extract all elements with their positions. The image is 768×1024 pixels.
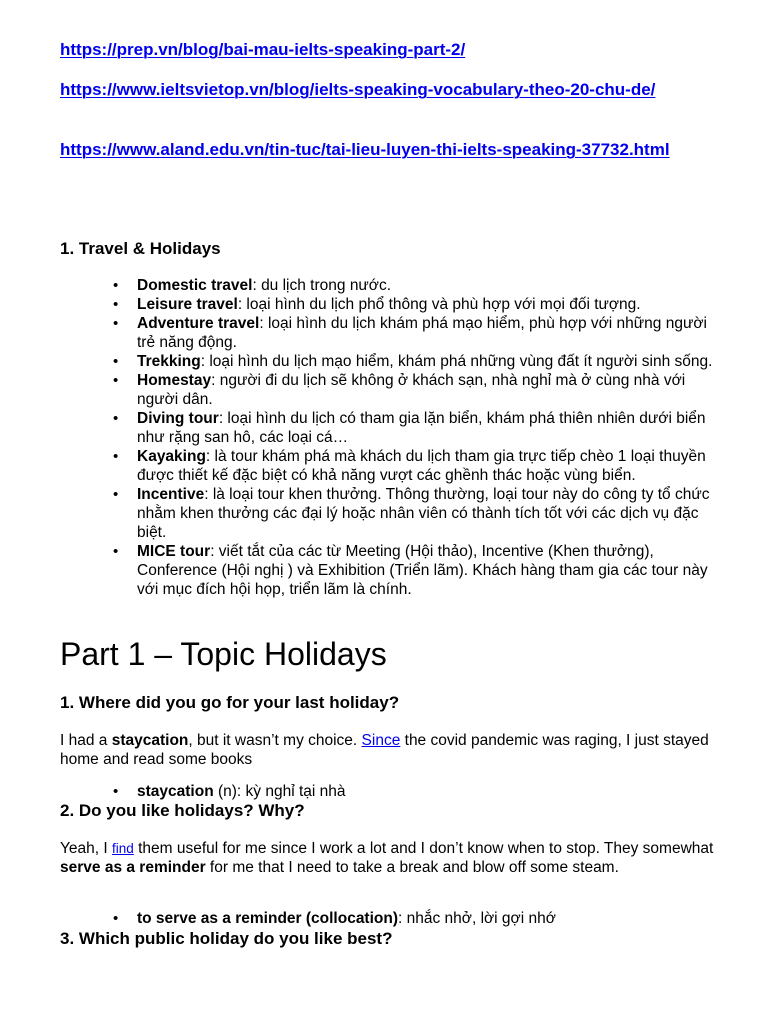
vocab-definition: : viết tắt của các từ Meeting (Hội thảo), Incentive (Khen thưởng), Conference (Hội nghị ) và Exhibition (Triển lãm). Khách hàng tham gia các tour này với mục đích hội họp, triển lãm là chính. [137, 543, 708, 598]
reference-link-aland[interactable]: https://www.aland.edu.vn/tin-tuc/tai-lieu-luyen-thi-ielts-speaking-37732.html [60, 140, 670, 159]
vocab-item [0, 447, 768, 485]
part-title: Part 1 – Topic Holidays [60, 636, 387, 672]
answer-text: the covid pandemic was raging, I just stayed home and read some books [60, 732, 709, 768]
reference-link-ieltsvietop[interactable]: https://www.ieltsvietop.vn/blog/ielts-speaking-vocabulary-theo-20-chu-de/ [60, 80, 656, 99]
vocab-term: Leisure travel [137, 296, 238, 313]
reference-link-prep[interactable]: https://prep.vn/blog/bai-mau-ielts-speaking-part-2/ [60, 40, 466, 59]
answer-paragraph [60, 732, 720, 769]
vocab-item [0, 909, 768, 928]
vocab-definition: : người đi du lịch sẽ không ở khách sạn, nhà nghỉ mà ở cùng nhà với người dân. [137, 372, 686, 408]
vocab-definition: : loại hình du lịch có tham gia lặn biển, khám phá thiên nhiên dưới biển như rặng san hô, các loại cá… [137, 410, 706, 446]
vocab-term: Incentive [137, 486, 205, 503]
vocab-item [0, 276, 768, 295]
question-heading: 3. Which public holiday do you like best? [60, 929, 393, 948]
vocab-section-heading: 1. Travel & Holidays [60, 239, 221, 258]
vocab-definition: : loại hình du lịch mạo hiểm, khám phá những vùng đất ít người sinh sống. [200, 353, 713, 370]
vocab-item [0, 314, 768, 352]
vocab-term: Kayaking [137, 448, 206, 465]
vocab-definition: : nhắc nhở, lời gợi nhớ [398, 910, 556, 927]
vocab-term: Trekking [137, 353, 201, 370]
inline-link-since[interactable]: Since [361, 732, 401, 749]
vocab-term: MICE tour [137, 543, 211, 560]
vocab-item [0, 782, 768, 801]
answer-bold-term: staycation [111, 732, 189, 749]
vocab-term: Homestay [137, 372, 212, 389]
answer-text: , but it wasn’t my choice. [188, 732, 362, 749]
answer-paragraph [60, 840, 720, 877]
question-heading: 2. Do you like holidays? Why? [60, 801, 305, 820]
vocab-term: staycation [137, 783, 214, 800]
vocab-definition: (n): kỳ nghỉ tại nhà [213, 783, 346, 800]
vocab-item [0, 352, 768, 371]
inline-link-find[interactable]: find [112, 841, 134, 856]
vocab-definition: : là tour khám phá mà khách du lịch tham gia trực tiếp chèo 1 loại thuyền được thiết kế đặc biệt có khả năng vượt các ghềnh thác hoặc vùng biển. [137, 448, 706, 484]
vocab-list [0, 276, 768, 599]
answer-text: I had a [60, 732, 112, 749]
vocab-term: Diving tour [137, 410, 219, 427]
vocab-term: Adventure travel [137, 315, 260, 332]
vocab-item [0, 485, 768, 542]
vocab-item [0, 542, 768, 599]
answer-text: them useful for me since I work a lot and I don’t know when to stop. They somewhat [133, 840, 714, 857]
question-heading: 1. Where did you go for your last holiday? [60, 693, 400, 712]
answer-bold-term: serve as a reminder [60, 858, 206, 876]
vocab-item [0, 409, 768, 447]
vocab-definition: : du lịch trong nước. [252, 277, 392, 294]
vocab-definition: : loại hình du lịch phổ thông và phù hợp với mọi đối tượng. [237, 296, 641, 313]
vocab-item [0, 371, 768, 409]
vocab-term: Domestic travel [137, 277, 253, 294]
vocab-item [0, 295, 768, 314]
answer-text: Yeah, I [60, 840, 113, 857]
answer-text: for me that I need to take a break and blow off some steam. [205, 858, 619, 876]
vocab-term: to serve as a reminder (collocation) [137, 910, 399, 927]
vocab-definition: : loại hình du lịch khám phá mạo hiểm, phù hợp với những người trẻ năng động. [137, 315, 707, 351]
vocab-definition: : là loại tour khen thưởng. Thông thường, loại tour này do công ty tổ chức nhằm khen thưởng các đại lý hoặc nhân viên có thành tích tốt với các dịch vụ đặc biệt. [137, 486, 710, 541]
